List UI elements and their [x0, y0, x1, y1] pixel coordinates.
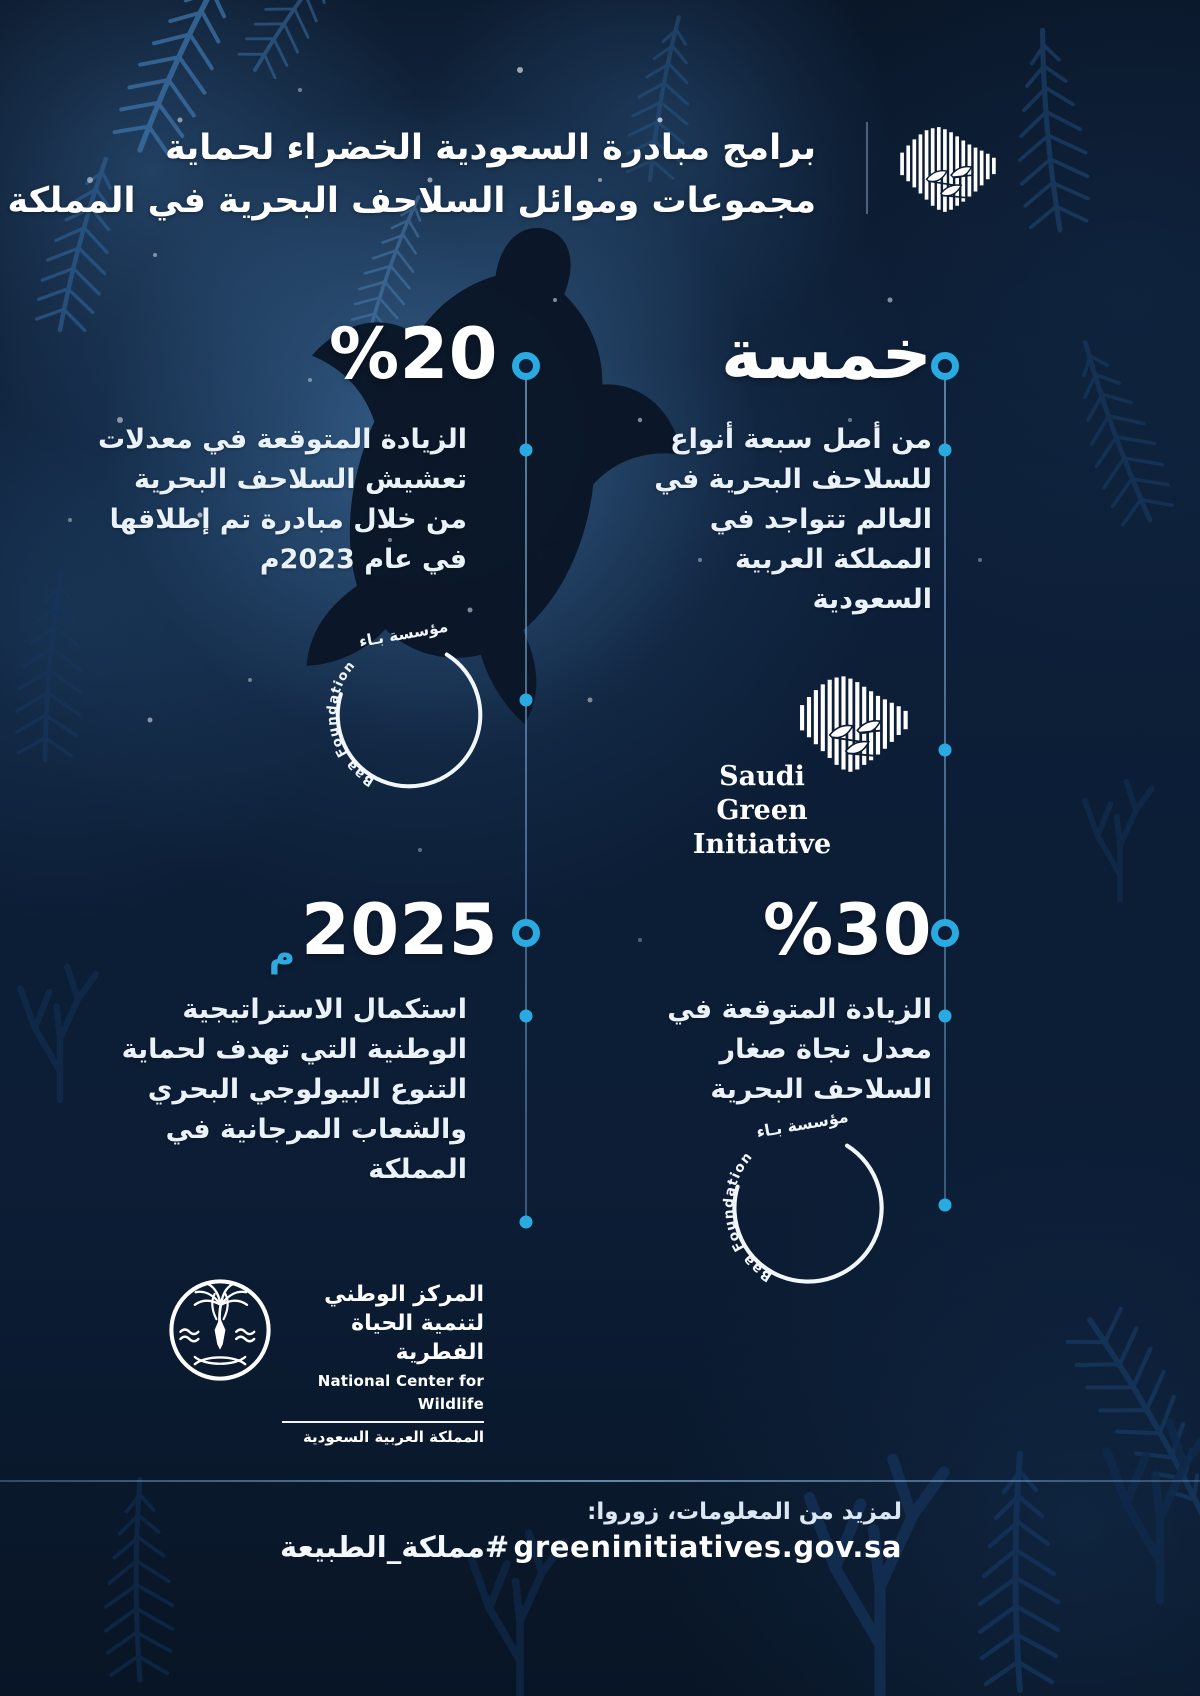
- fern-icon: [106, 1479, 172, 1680]
- page-title: [7, 122, 816, 228]
- ncw-divider: [282, 1421, 484, 1423]
- timeline-dot: [939, 444, 952, 457]
- fern-icon: [1055, 332, 1178, 531]
- header-divider: [866, 122, 868, 214]
- baa-foundation-logo: [316, 622, 502, 808]
- stat-species-value: خمسة: [720, 313, 932, 395]
- stat-nesting-description: الزيادة المتوقعة في معدلات تعشيش السلاحف البحرية من خلال مبادرة تم إطلاقها في عام 2023م: [98, 424, 467, 575]
- footer-url: greeninitiatives.gov.sa: [513, 1530, 902, 1564]
- timeline-dot: [520, 694, 533, 707]
- sgi-map-icon: [893, 118, 1005, 220]
- coral-icon: [810, 1459, 944, 1696]
- timeline-dot: [520, 1010, 533, 1023]
- footer-divider: [0, 1480, 1200, 1482]
- page-title-line1: برامج مبادرة السعودية الخضراء لحماية: [164, 128, 816, 168]
- timeline-rail-left: [525, 366, 527, 1222]
- fern-icon: [980, 1454, 1058, 1690]
- sgi-logo-line1: Saudi: [719, 761, 805, 792]
- coral-icon: [1085, 782, 1152, 900]
- timeline-dot: [520, 444, 533, 457]
- sgi-logo-line2: Green Initiative: [692, 795, 832, 860]
- ncw-english-name: National Center for Wildlife: [317, 1372, 484, 1413]
- ncw-logo-text: [282, 1280, 484, 1448]
- footer-info-label: لمزيد من المعلومات، زوروا:: [587, 1499, 902, 1525]
- footer-info: [500, 1497, 902, 1566]
- stat-nesting-value: %20: [328, 313, 498, 395]
- timeline-rail-right: [944, 366, 946, 1205]
- timeline-node: [931, 352, 959, 380]
- ncw-country: المملكة العربية السعودية: [302, 1428, 484, 1446]
- stat-survival-description: الزيادة المتوقعة في معدل نجاة صغار السلاحف البحرية: [667, 994, 932, 1105]
- ncw-emblem-icon: [166, 1276, 274, 1384]
- sgi-logo-text: [652, 760, 872, 862]
- timeline-dot: [939, 1010, 952, 1023]
- fern-icon: [13, 569, 92, 763]
- stat-strategy-suffix: م: [268, 934, 296, 975]
- coral-icon: [1107, 1422, 1200, 1600]
- page-title-line2: مجموعات وموائل السلاحف البحرية في المملكة: [7, 181, 816, 221]
- ncw-arabic-line2: لتنمية الحياة الفطرية: [351, 1311, 484, 1365]
- stat-strategy-value: 2025م: [160, 892, 498, 993]
- timeline-dot: [520, 1216, 533, 1229]
- timeline-node: [512, 352, 540, 380]
- timeline-node: [512, 919, 540, 947]
- ncw-arabic-line1: المركز الوطني: [324, 1282, 484, 1307]
- fern-icon: [1009, 27, 1093, 233]
- timeline-dot: [939, 1199, 952, 1212]
- stat-strategy-description: استكمال الاستراتيجية الوطنية التي تهدف لحماية التنوع البيولوجي البحري والشعاب المرجانية في المملكة: [121, 994, 467, 1185]
- coral-icon: [20, 967, 96, 1100]
- stat-species-description: من أصل سبعة أنواع للسلاحف البحرية في العالم تتواجد في المملكة العربية السعودية: [654, 424, 932, 615]
- timeline-node: [931, 919, 959, 947]
- fern-icon: [234, 0, 364, 84]
- baa-foundation-logo: [712, 1112, 904, 1304]
- timeline-dot: [939, 744, 952, 757]
- stat-survival-value: %30: [762, 889, 932, 971]
- footer-hashtag: #مملكة_الطبيعة: [280, 1530, 510, 1564]
